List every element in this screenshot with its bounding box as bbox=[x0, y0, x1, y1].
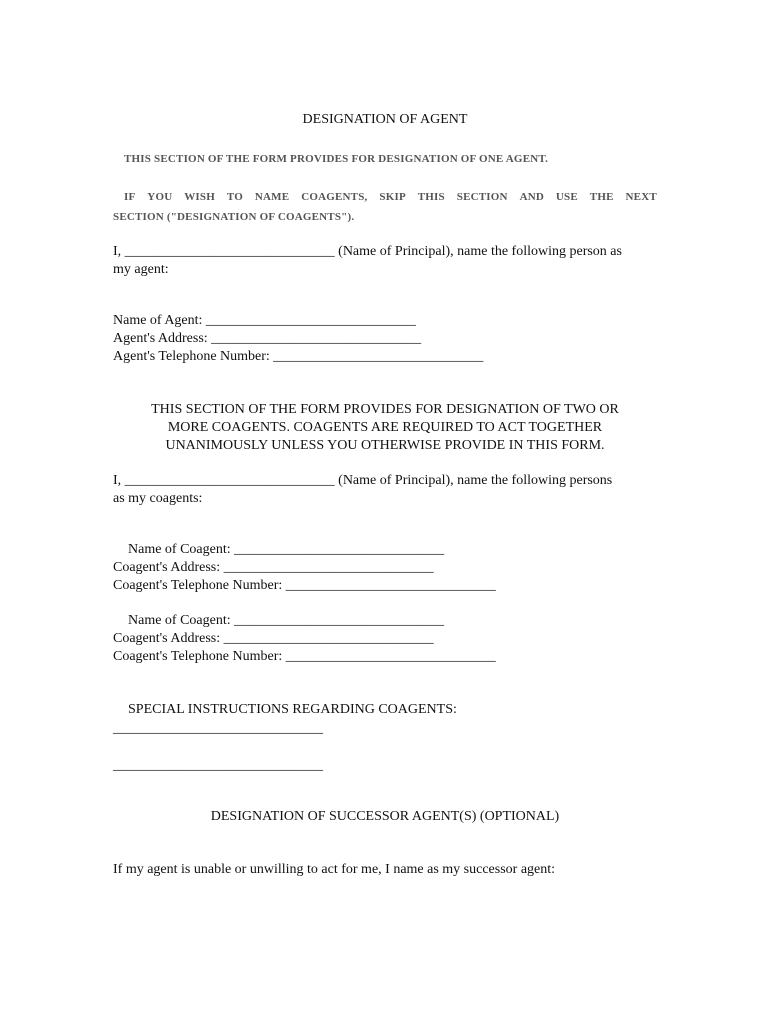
coagents-heading-line3: UNANIMOUSLY UNLESS YOU OTHERWISE PROVIDE IN THIS FORM. bbox=[165, 438, 605, 453]
notice-coagents-line1 bbox=[124, 189, 657, 205]
page-title: DESIGNATION OF AGENT bbox=[302, 112, 468, 127]
notice-word: YOU bbox=[147, 191, 173, 203]
coagent2-name-field: Name of Coagent: ______________________________ bbox=[128, 613, 445, 628]
agent-address-field: Agent's Address: ______________________________ bbox=[113, 331, 422, 346]
notice-word: WISH bbox=[184, 191, 215, 203]
coagent2-phone-field: Coagent's Telephone Number: ______________________________ bbox=[113, 649, 496, 664]
agent-name-field: Name of Agent: ______________________________ bbox=[113, 313, 416, 328]
notice-word: SECTION bbox=[456, 191, 508, 203]
successor-heading: DESIGNATION OF SUCCESSOR AGENT(S) (OPTIONAL) bbox=[210, 809, 560, 824]
coagent1-phone-field: Coagent's Telephone Number: ______________________________ bbox=[113, 578, 496, 593]
special-instructions-label: SPECIAL INSTRUCTIONS REGARDING COAGENTS: bbox=[128, 702, 457, 717]
notice-word: NEXT bbox=[625, 191, 657, 203]
coagent1-name-field: Name of Coagent: ______________________________ bbox=[128, 542, 445, 557]
notice-word: COAGENTS, bbox=[301, 191, 368, 203]
coagents-heading-line1: THIS SECTION OF THE FORM PROVIDES FOR DESIGNATION OF TWO OR bbox=[151, 402, 619, 417]
agent-principal-line-cont: my agent: bbox=[113, 262, 169, 277]
notice-word: NAME bbox=[254, 191, 290, 203]
notice-word: SKIP bbox=[379, 191, 406, 203]
agent-principal-line: I, ______________________________ (Name of Principal), name the following person as bbox=[113, 244, 622, 259]
successor-text: If my agent is unable or unwilling to act for me, I name as my successor agent: bbox=[113, 862, 556, 877]
notice-word: IF bbox=[124, 191, 136, 203]
special-instructions-blank: ______________________________ bbox=[113, 758, 323, 773]
coagent-principal-line-cont: as my coagents: bbox=[113, 491, 203, 506]
agent-phone-field: Agent's Telephone Number: ______________________________ bbox=[113, 349, 484, 364]
coagents-heading-line2: MORE COAGENTS. COAGENTS ARE REQUIRED TO ACT TOGETHER bbox=[167, 420, 603, 435]
notice-word: AND bbox=[519, 191, 544, 203]
notice-word: THE bbox=[589, 191, 614, 203]
coagent1-address-field: Coagent's Address: ______________________________ bbox=[113, 560, 434, 575]
notice-one-agent: THIS SECTION OF THE FORM PROVIDES FOR DESIGNATION OF ONE AGENT. bbox=[124, 153, 549, 165]
special-instructions-blank: ______________________________ bbox=[113, 721, 323, 736]
coagent-principal-line: I, ______________________________ (Name of Principal), name the following persons bbox=[113, 473, 613, 488]
notice-word: USE bbox=[555, 191, 578, 203]
notice-word: THIS bbox=[417, 191, 445, 203]
coagent2-address-field: Coagent's Address: ______________________________ bbox=[113, 631, 434, 646]
notice-coagents-line2: SECTION ("DESIGNATION OF COAGENTS"). bbox=[113, 211, 355, 223]
notice-word: TO bbox=[226, 191, 243, 203]
